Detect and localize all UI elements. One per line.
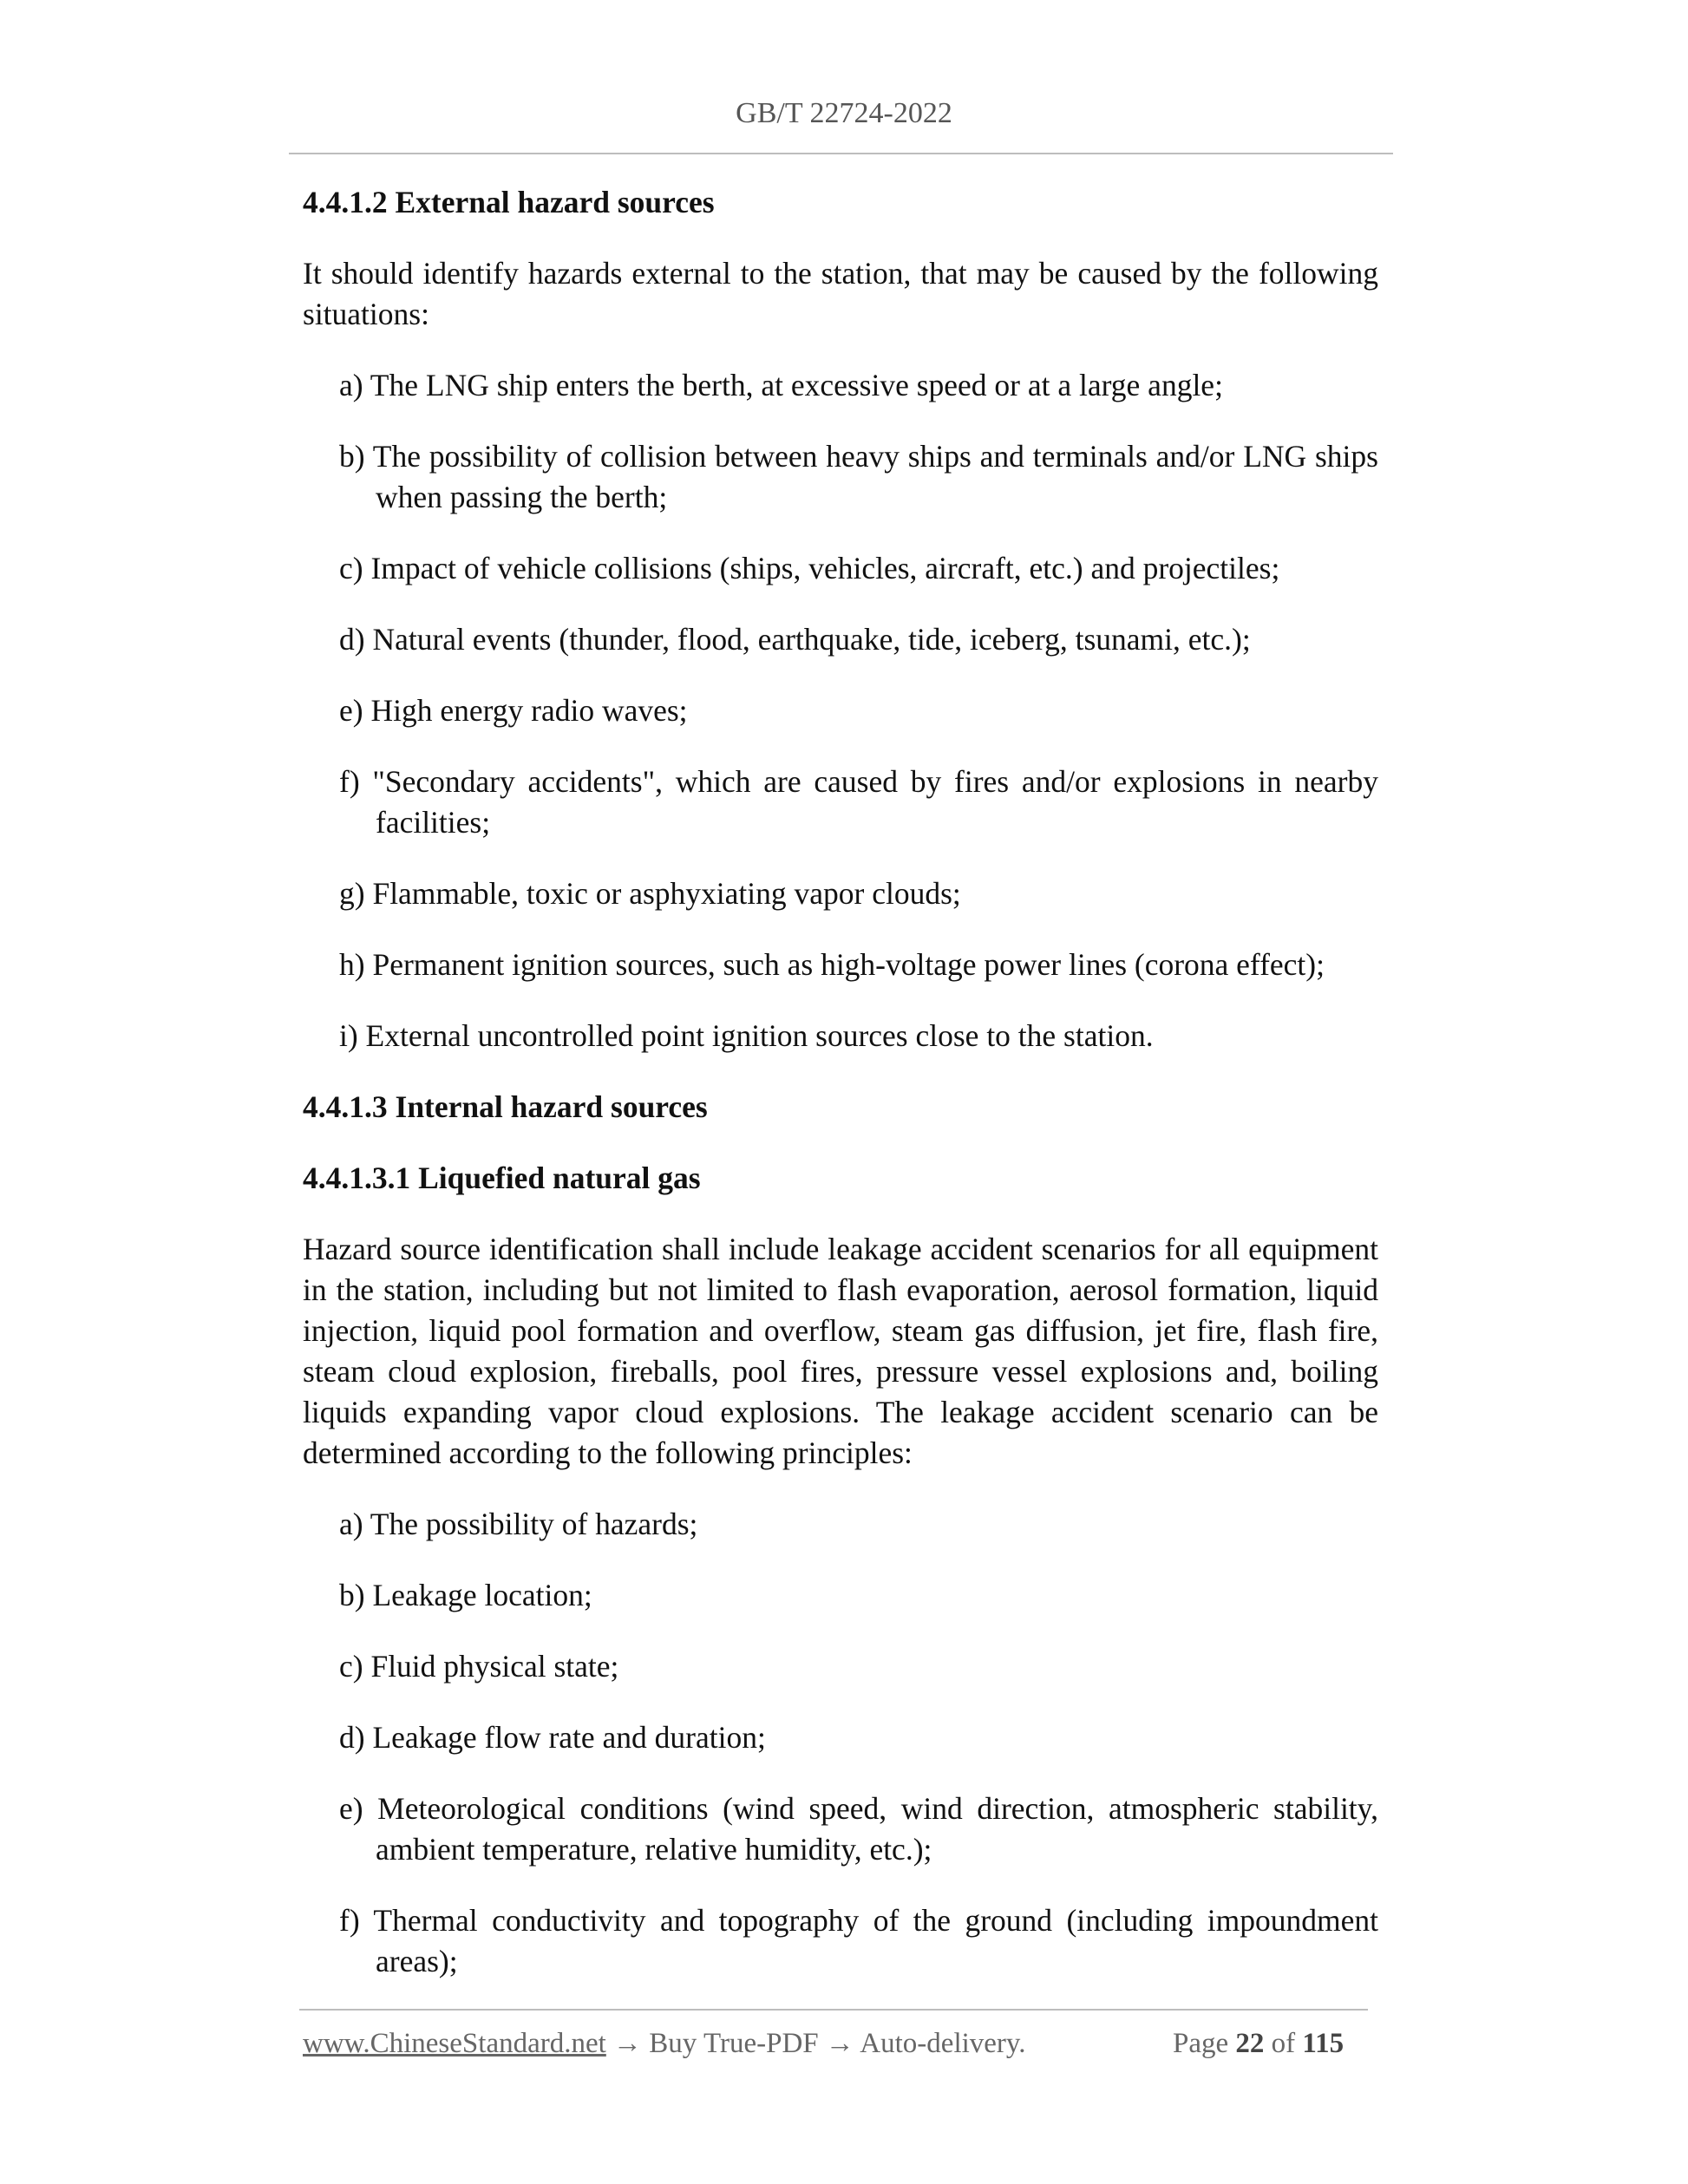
section-heading-lng: 4.4.1.3.1 Liquefied natural gas [303,1161,701,1195]
list-item: d) Natural events (thunder, flood, earthquake, tide, iceberg, tsunami, etc.); [339,622,1251,657]
section-heading-internal: 4.4.1.3 Internal hazard sources [303,1089,708,1124]
page-of: of [1271,2028,1296,2059]
document-id-header: GB/T 22724-2022 [736,97,952,129]
page-content [303,182,1378,2012]
page-label: Page [1173,2028,1229,2059]
list-item: c) Fluid physical state; [339,1649,619,1684]
site-link[interactable]: www.ChineseStandard.net [303,2028,606,2059]
list-item: e) Meteorological conditions (wind speed, wind direction, atmospheric stability, ambient temperature, relative humidity, etc.); [339,1791,1378,1867]
header-divider [289,153,1393,154]
list-item: h) Permanent ignition sources, such as high-voltage power lines (corona effect); [339,947,1325,982]
list-item: f) Thermal conductivity and topography of the ground (including impoundment areas); [339,1903,1378,1978]
list-item: f) "Secondary accidents", which are caused by fires and/or explosions in nearby facilities; [339,764,1378,840]
footer-divider [299,2009,1368,2011]
section-heading-external: 4.4.1.2 External hazard sources [303,185,715,219]
section-intro-lng: Hazard source identification shall include leakage accident scenarios for all equipment in the station, including but not limited to flash evaporation, aerosol formation, liquid injection, liquid pool formation and overflow, steam gas diffusion, jet fire, flash fire, steam cloud explosion, fireballs, pool fires, pressure vessel explosions and, boiling liquids expanding vapor cloud explosions. The leakage accident scenario can be determined according to the following principles: [303,1232,1378,1470]
section-intro-external: It should identify hazards external to the station, that may be caused by the following situations: [303,256,1378,331]
list-item: a) The possibility of hazards; [339,1507,698,1541]
list-item: g) Flammable, toxic or asphyxiating vapor clouds; [339,876,961,911]
page-total: 115 [1302,2028,1345,2059]
page-current: 22 [1235,2028,1265,2059]
leakage-principles-list [303,1504,1378,1982]
footer-tagline: → Buy True-PDF → Auto-delivery. [605,2028,1026,2059]
external-hazard-list [303,365,1378,1056]
list-item: a) The LNG ship enters the berth, at excessive speed or at a large angle; [339,368,1223,402]
list-item: b) The possibility of collision between heavy ships and terminals and/or LNG ships when passing the berth; [339,439,1378,514]
list-item: c) Impact of vehicle collisions (ships, vehicles, aircraft, etc.) and projectiles; [339,551,1280,585]
page-number [1173,2028,1344,2060]
list-item: i) External uncontrolled point ignition sources close to the station. [339,1018,1154,1053]
list-item: d) Leakage flow rate and duration; [339,1720,766,1755]
list-item: b) Leakage location; [339,1578,592,1612]
list-item: e) High energy radio waves; [339,693,688,728]
footer-promo [303,2028,1026,2060]
